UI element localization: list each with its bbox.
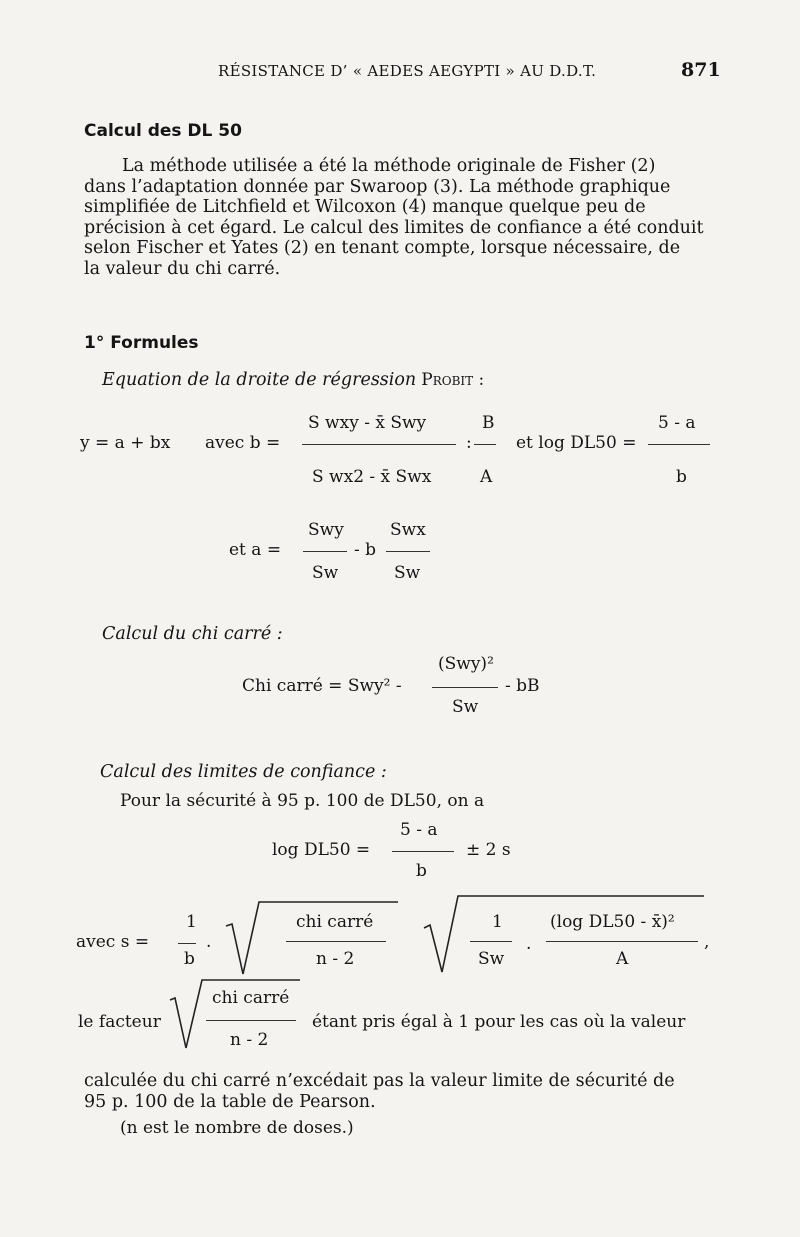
paragraph-method: [84, 156, 712, 279]
limits-section-title: Calcul des limites de confiance :: [100, 762, 387, 782]
paragraph-line: précision à cet égard. Le calcul des limites de confiance a été conduit: [84, 217, 704, 238]
rad2-comma: ,: [704, 932, 710, 952]
eq1-den2: b: [676, 467, 687, 487]
rad1-fraction-line: [286, 941, 386, 942]
eq1-lhs: y = a + bx: [80, 433, 171, 453]
sqrt-sign: [424, 892, 706, 976]
facteur-numerator: chi carré: [212, 988, 290, 1008]
page-number: 871: [681, 59, 721, 81]
eq1-et-log: et log DL50 =: [516, 433, 637, 453]
paragraph-line: la valeur du chi carré.: [84, 258, 281, 279]
section-title-dl50: Calcul des DL 50: [84, 121, 242, 141]
eq2-lhs: et a =: [229, 540, 282, 560]
regression-subtitle: [102, 370, 484, 390]
facteur-label: le facteur: [78, 1012, 161, 1032]
s-dot: .: [206, 932, 212, 952]
log-fraction-line: [392, 851, 454, 852]
paragraph-line: 95 p. 100 de la table de Pearson.: [84, 1091, 376, 1112]
eq2-den1: Sw: [312, 563, 339, 583]
paragraph-line: selon Fischer et Yates (2) en tenant compte, lorsque nécessaire, de: [84, 238, 681, 258]
facteur-fraction-line: [206, 1020, 296, 1021]
paragraph-line: dans l’adaptation donnée par Swaroop (3). La méthode graphique: [84, 176, 671, 197]
paragraph-line: La méthode utilisée a été la méthode originale de Fisher (2): [122, 156, 656, 176]
log-numerator: 5 - a: [400, 820, 438, 840]
log-denominator: b: [416, 861, 427, 881]
eq1-fraction2-line: [648, 444, 710, 445]
chi-tail: - bB: [505, 676, 540, 696]
eq1-colon: :: [466, 433, 472, 453]
eq2-num1: Swy: [308, 520, 344, 540]
eq2-fraction2-line: [386, 551, 430, 552]
rad2-dot: .: [526, 934, 532, 954]
s-numerator: 1: [186, 912, 197, 932]
rad2-den2: A: [616, 949, 629, 969]
eq2-minus-b: - b: [354, 540, 377, 560]
chi-denominator: Sw: [452, 697, 479, 717]
eq2-den2: Sw: [394, 563, 421, 583]
paragraph-line: simplifiée de Litchfield et Wilcoxon (4) manque quelque peu de: [84, 197, 646, 217]
rad2-fraction1-line: [470, 941, 512, 942]
rad1-denominator: n - 2: [316, 949, 355, 969]
eq2-num2: Swx: [390, 520, 426, 540]
regression-subtitle-probit: Probit :: [421, 370, 485, 390]
eq1-ratio-line: [474, 444, 496, 445]
chi-section-title: Calcul du chi carré :: [102, 624, 283, 644]
log-tail: ± 2 s: [466, 840, 511, 860]
limits-line: Pour la sécurité à 95 p. 100 de DL50, on a: [120, 791, 485, 811]
section-title-formules: 1° Formules: [84, 333, 199, 353]
rad2-den1: Sw: [478, 949, 505, 969]
eq1-denominator: S wx2 - x̄ Swx: [312, 467, 432, 487]
regression-subtitle-italic: Equation de la droite de régression: [102, 370, 417, 390]
rad1-numerator: chi carré: [296, 912, 374, 932]
note-n-doses: (n est le nombre de doses.): [120, 1118, 354, 1138]
eq1-fraction-line: [302, 444, 456, 445]
running-title: RÉSISTANCE D’ « AEDES AEGYPTI » AU D.D.T.: [218, 62, 597, 80]
s-fraction-line: [178, 943, 196, 944]
eq2-fraction1-line: [303, 551, 347, 552]
s-denominator: b: [184, 949, 195, 969]
paragraph-line: calculée du chi carré n’excédait pas la valeur limite de sécurité de: [84, 1071, 675, 1091]
eq1-num2: 5 - a: [658, 413, 696, 433]
rad2-fraction2-line: [546, 941, 698, 942]
chi-fraction-line: [432, 687, 498, 688]
eq1-numerator: S wxy - x̄ Swy: [308, 413, 427, 433]
avec-s: avec s =: [76, 932, 150, 952]
facteur-denominator: n - 2: [230, 1030, 269, 1050]
chi-numerator: (Swy)²: [438, 654, 494, 674]
eq1-B: B: [482, 413, 495, 433]
eq1-A: A: [480, 467, 493, 487]
rad2-num2: (log DL50 - x̄)²: [550, 912, 675, 932]
rad2-num1: 1: [492, 912, 503, 932]
facteur-text: étant pris égal à 1 pour les cas où la valeur: [312, 1012, 686, 1032]
log-lhs: log DL50 =: [272, 840, 371, 860]
eq1-avec-b: avec b =: [205, 433, 281, 453]
paragraph-final: [84, 1071, 712, 1112]
chi-lhs: Chi carré = Swy² -: [242, 676, 402, 696]
